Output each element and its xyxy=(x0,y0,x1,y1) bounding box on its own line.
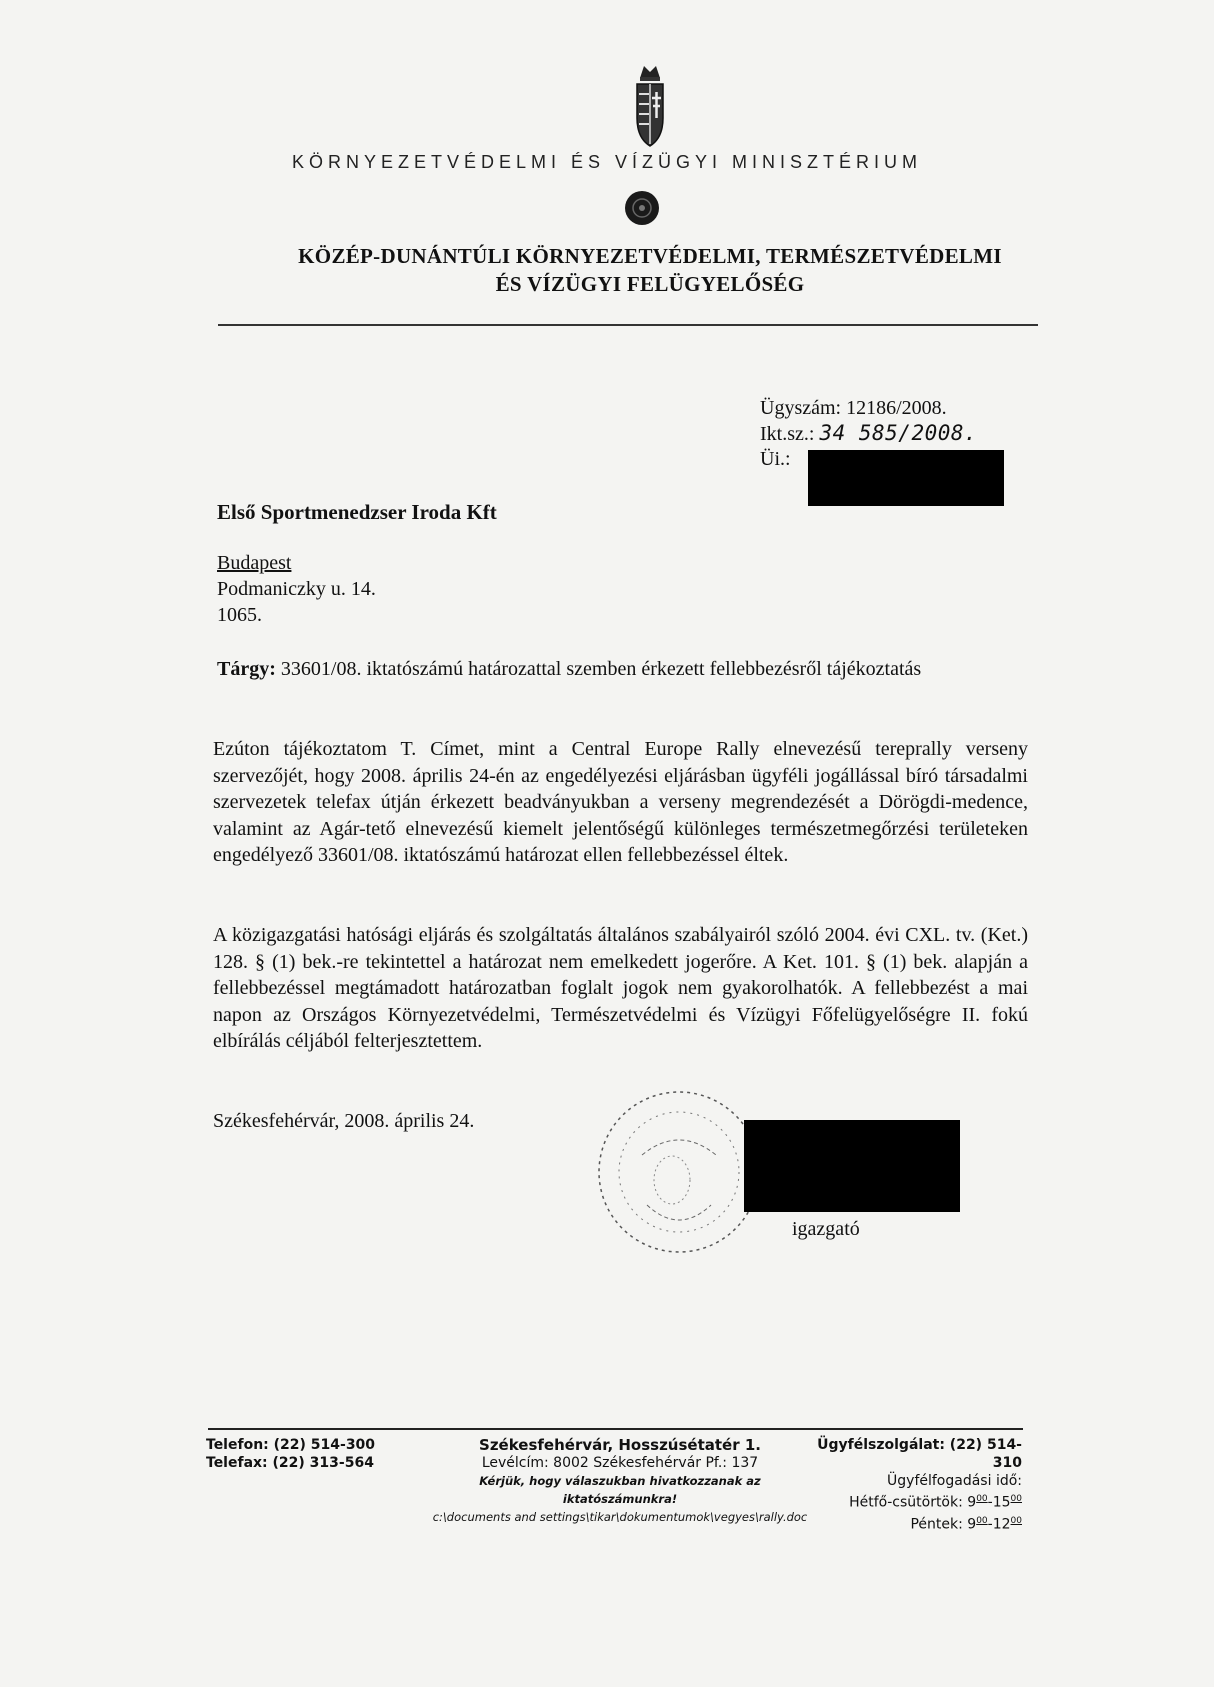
footer-address-block xyxy=(430,1436,810,1526)
mon-thu-to: 15 xyxy=(992,1494,1011,1511)
mon-thu-to-min: 00 xyxy=(1010,1494,1022,1504)
authority-line-1: KÖZÉP-DUNÁNTÚLI KÖRNYEZETVÉDELMI, TERMÉSZETVÉDELMI xyxy=(298,244,1002,268)
footer-reception-label: Ügyfélfogadási idő: xyxy=(887,1473,1022,1489)
mon-thu-from: 9 xyxy=(967,1494,977,1511)
body-paragraph-2: A közigazgatási hatósági eljárás és szolgáltatás általános szabályairól szóló 2004. évi CXL. tv. (Ket.) 128. § (1) bek.-re tekintettel a határozat nem emelkedett jogerőre. A Ket. 101. § (1) bek. alapján a fellebbezéssel megtámadott határozatban foglalt jogok nem gyakorolhatók. A fellebbezést a mai napon az Országos Környezetvédelmi, Természetvédelmi és Vízügyi Főfelügyelőségre II. fokú elbírálás céljából felterjesztettem. xyxy=(213,924,1028,1052)
filing-number-value: 34 585/2008. xyxy=(819,421,978,445)
footer-mail-address: Levélcím: 8002 Székesfehérvár Pf.: 137 xyxy=(481,1455,759,1471)
address-street: Podmaniczky u. 14. xyxy=(217,578,376,600)
redaction-officer xyxy=(808,450,1004,506)
mon-thu-label: Hétfő-csütörtök: xyxy=(849,1494,963,1511)
footer-address: Székesfehérvár, Hosszúsétatér 1. xyxy=(479,1436,761,1454)
body-paragraph-1: Ezúton tájékoztatom T. Címet, mint a Central Europe Rally elnevezésű tereprally verseny szervezőjét, hogy 2008. április 24-én az engedélyezési eljárásban ügyféli jogállással bíró társadalmi szervezetek telefax útján érkezett beadványukban a verseny megrendezését a Dörögdi-medence, valamint az Agár-tető elnevezésű kiemelt jelentőségű különleges természetmegőrzési területeken engedélyező 33601/08. iktatószámú határozat ellen fellebbezéssel éltek. xyxy=(213,738,1028,866)
signer-title: igazgató xyxy=(792,1218,860,1240)
footer-contact xyxy=(206,1436,375,1472)
filing-number xyxy=(760,421,977,447)
footer-phone: Telefon: (22) 514-300 xyxy=(206,1437,376,1453)
addressee-address xyxy=(217,550,376,628)
footer-friday: Péntek: $9^{00}-12^{00}$ xyxy=(910,1515,1022,1533)
place-date: Székesfehérvár, 2008. április 24. xyxy=(213,1110,475,1132)
address-postcode: 1065. xyxy=(217,604,262,626)
official-stamp-icon xyxy=(592,1085,767,1260)
footer-divider xyxy=(208,1428,1023,1430)
ministry-name: KÖRNYEZETVÉDELMI ÉS VÍZÜGYI MINISZTÉRIUM xyxy=(291,152,923,172)
footer-file-path: c:\documents and settings\tikar\dokumentumok\vegyes\rally.doc xyxy=(432,1510,808,1524)
authority-name xyxy=(150,242,1150,298)
addressee-name: Első Sportmenedzser Iroda Kft xyxy=(217,500,497,524)
subject-label: Tárgy: xyxy=(217,658,276,680)
filing-number-label: Ikt.sz.: xyxy=(760,423,815,445)
header-divider xyxy=(218,324,1038,326)
footer-note: Kérjük, hogy válaszukban hivatkozzanak az iktatószámunkra! xyxy=(479,1474,761,1506)
footer-customer-service: Ügyfélszolgálat: (22) 514-310 xyxy=(817,1437,1022,1471)
coat-of-arms-icon xyxy=(630,60,670,150)
fri-label: Péntek: xyxy=(910,1516,963,1533)
address-city: Budapest xyxy=(217,552,292,574)
redaction-signature xyxy=(744,1120,960,1212)
officer-ref-label: Üi.: xyxy=(760,448,791,470)
case-number-value: 12186/2008. xyxy=(846,397,947,419)
footer-mon-thu: Hétfő-csütörtök: $9^{00}-15^{00}$ xyxy=(849,1494,1022,1511)
footer-hours xyxy=(790,1436,1022,1533)
fri-from: 9 xyxy=(967,1516,977,1533)
case-number-label: Ügyszám: xyxy=(760,397,842,419)
mon-thu-from-min: 00 xyxy=(976,1494,988,1504)
authority-line-2: ÉS VÍZÜGYI FELÜGYELŐSÉG xyxy=(495,272,805,296)
agency-emblem-icon xyxy=(624,190,660,226)
fri-from-min: 00 xyxy=(976,1515,988,1526)
fri-to-min: 00 xyxy=(1010,1515,1022,1526)
fri-to: 12 xyxy=(992,1516,1011,1533)
case-number xyxy=(760,396,977,421)
footer-fax: Telefax: (22) 313-564 xyxy=(206,1455,374,1471)
subject-line xyxy=(217,658,921,681)
subject-text: 33601/08. iktatószámú határozattal szemben érkezett fellebbezésről tájékoztatás xyxy=(280,658,922,680)
